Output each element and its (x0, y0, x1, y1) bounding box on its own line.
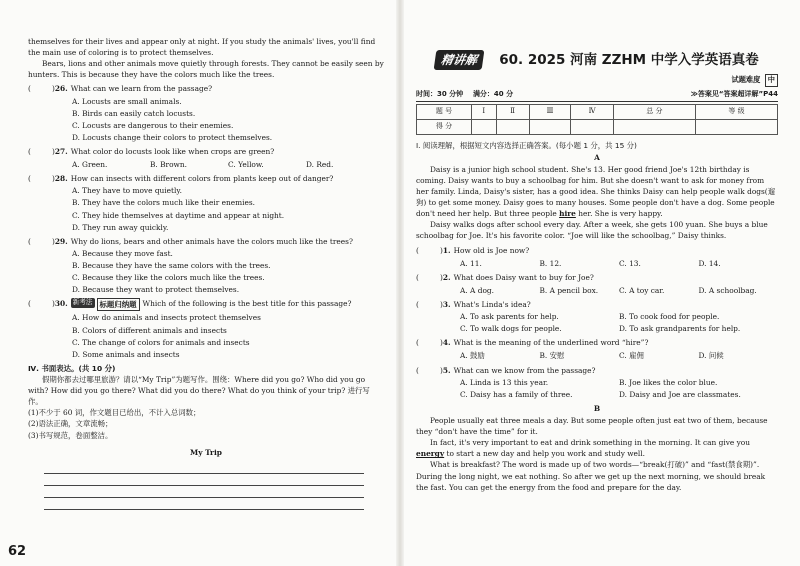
option[interactable]: D. A schoolbag. (698, 285, 757, 295)
options-row (72, 159, 384, 170)
question-number: 4. (442, 338, 451, 348)
question-number: 2. (442, 272, 451, 282)
option[interactable]: C. Because they like the colors much like the trees. (72, 273, 265, 283)
option[interactable]: C. 雇佣 (619, 351, 644, 361)
question-row: ( ) 28. How can insects with different colors from plants keep out of danger? (28, 174, 334, 184)
new-format-tag: 新考法 (72, 298, 93, 307)
score-input-cell[interactable] (695, 119, 777, 134)
writing-prompt: 假期你都去过哪里旅游？请以“My Trip”为题写作。围绕：Where did you go? Who did you go with? How did you go there? What did you do there? What do you think of your trip? 进行写作。 (28, 374, 370, 407)
option[interactable]: A. A dog. (460, 285, 494, 295)
difficulty-badge: 中 (765, 74, 778, 87)
option[interactable]: A. 11. (460, 258, 482, 268)
option[interactable]: B. To cook food for people. (619, 312, 720, 322)
question-row: ( ) 1. How old is Joe now? (416, 245, 530, 255)
options-list (72, 185, 384, 232)
score-header-cell: Ⅰ (472, 104, 497, 119)
question-row: ( ) 30. 新考法 标题归纳题 Which of the following is the best title for this passage? (28, 298, 384, 311)
left-page (0, 0, 398, 566)
passage-a-paragraph-1: Daisy is a junior high school student. She's 13. Her good friend Joe's 12th birthday is coming. Daisy wants to buy a schoolbag for him. But she doesn't want to ask for money from her family. Linda, Daisy's sister, has a good idea. She thinks Daisy can help people walk dogs(遛狗) to get some money. Daisy goes to many houses. Some people don't have a dog. Some people don't need her help. But three people hire her. She is very happy. (416, 164, 776, 219)
options-list (72, 248, 384, 295)
option[interactable]: D. Because they want to protect themselves. (72, 285, 240, 295)
score-header-cell: Ⅳ (571, 104, 614, 119)
passage-a-label: A (594, 152, 600, 162)
options-row (460, 311, 778, 322)
answer-bracket[interactable]: ( (416, 299, 419, 309)
options-row (460, 350, 778, 361)
answer-reference: ≫答案见“答案超详解”P44 (690, 90, 778, 99)
option[interactable]: D. Daisy and Joe are classmates. (619, 389, 741, 399)
writing-req-1: (1)不少于 60 词，作文题目已给出，不计入总词数； (28, 408, 201, 418)
option[interactable]: C. Locusts are dangerous to their enemies. (72, 120, 234, 130)
question-text: How can insects with different colors from plants keep out of danger? (70, 174, 334, 184)
right-page (402, 0, 800, 566)
writing-req-3: (3)书写规范，卷面整洁。 (28, 430, 113, 440)
options-row (460, 323, 778, 334)
underlined-word-energy: energy (416, 449, 445, 459)
option[interactable]: C. The change of colors for animals and insects (72, 337, 250, 347)
question-text: What can we learn from the passage? (70, 84, 213, 94)
score-label-cell: 得 分 (417, 119, 472, 134)
question-number: 30. (54, 299, 68, 309)
option[interactable]: C. To walk dogs for people. (460, 324, 562, 334)
question-text: What does Daisy want to buy for Joe? (453, 272, 594, 282)
option[interactable]: D. Red. (306, 160, 334, 170)
score-input-cell[interactable] (571, 119, 614, 134)
exam-meta (416, 89, 778, 102)
option[interactable]: D. Some animals and insects (72, 349, 180, 359)
option[interactable]: B. A pencil box. (539, 285, 599, 295)
answer-bracket[interactable]: ( (28, 236, 31, 246)
score-input-cell[interactable] (472, 119, 497, 134)
option[interactable]: D. 14. (698, 258, 721, 268)
option[interactable]: A. They have to move quietly. (72, 186, 182, 196)
question-row: ( ) 2. What does Daisy want to buy for Joe? (416, 272, 594, 282)
answer-bracket[interactable]: ( (416, 365, 419, 375)
question-number: 29. (54, 236, 68, 246)
writing-line[interactable] (44, 486, 364, 498)
option[interactable]: A. Because they move fast. (72, 248, 173, 258)
question-row: ( ) 4. What is the meaning of the underlined word “hire”? (416, 338, 649, 348)
option[interactable]: A. 鼓励 (460, 351, 485, 361)
question-text: What's Linda's idea? (453, 299, 531, 309)
question-text: How old is Joe now? (453, 245, 530, 255)
section-1-heading: Ⅰ. 阅读理解，根据短文内容选择正确答案。(每小题 1 分，共 15 分) (416, 140, 637, 150)
question-number: 28. (54, 174, 68, 184)
option[interactable]: A. Green. (72, 160, 108, 170)
option[interactable]: D. They run away quickly. (72, 222, 169, 232)
exam-header (416, 50, 778, 70)
answer-bracket[interactable]: ( (28, 146, 31, 156)
underlined-word-hire: hire (559, 209, 576, 219)
answer-bracket[interactable]: ( (28, 84, 31, 94)
question-number: 5. (442, 365, 451, 375)
intro-paragraph-1: themselves for their lives and appear only at night. If you study the animals' lives, you'll find the main use of coloring is to protect themselves. (28, 37, 376, 58)
option[interactable]: B. 安慰 (539, 351, 565, 361)
intro-paragraph-2: Bears, lions and other animals move quietly through forests. They cannot be easily seen by hunters. This is because they have the colors much like the trees. (28, 59, 384, 80)
question-text: Which of the following is the best title for this passage? (142, 299, 352, 309)
option[interactable]: D. 问候 (698, 351, 724, 361)
option[interactable]: B. Joe likes the color blue. (619, 377, 718, 387)
brand-logo: 精讲解 (434, 50, 485, 70)
answer-bracket[interactable]: ( (28, 299, 31, 309)
score-header-cell: 总 分 (613, 104, 695, 119)
option[interactable]: B. Because they have the same colors with the trees. (72, 260, 271, 270)
option[interactable]: B. Birds can easily catch locusts. (72, 108, 196, 118)
question-row: ( ) 26. What can we learn from the passage? (28, 84, 213, 94)
passage-b-paragraph-2: In fact, it's very important to eat and drink something in the morning. It can give you energy to start a new day and help you work and study well. (416, 438, 751, 459)
option[interactable]: A. Linda is 13 this year. (460, 377, 549, 387)
question-number: 26. (54, 84, 68, 94)
question-list (28, 83, 384, 359)
option[interactable]: C. Yellow. (228, 160, 264, 170)
question-row: ( ) 3. What's Linda's idea? (416, 299, 531, 309)
time-limit: 时间：30 分钟 (416, 90, 464, 99)
option[interactable]: C. Daisy has a family of three. (460, 389, 573, 399)
options-list (72, 96, 384, 143)
score-header-cell: 题 号 (417, 104, 472, 119)
writing-heading: Ⅳ. 书面表达。(共 10 分) (28, 363, 116, 373)
answer-bracket[interactable]: ( (416, 272, 419, 282)
option[interactable]: C. A toy car. (619, 285, 665, 295)
option[interactable]: B. 12. (539, 258, 562, 268)
question-row: ( ) 5. What can we know from the passage? (416, 365, 596, 375)
score-header-cell: 等 级 (695, 104, 777, 119)
option[interactable]: C. They hide themselves at daytime and appear at night. (72, 210, 285, 220)
writing-title: My Trip (190, 447, 222, 457)
options-row (460, 389, 778, 400)
writing-line[interactable] (44, 462, 364, 474)
passage-b-paragraph-3: What is breakfast? The word is made up of two words—“break(打破)” and “fast(禁食期)”. During the long night, we eat nothing. So after we get up the next morning, we should break the fast. You can get the energy from the food and prepare for the day. (416, 460, 766, 492)
answer-bracket[interactable]: ( (28, 174, 31, 184)
options-list (72, 312, 384, 359)
option[interactable]: D. To ask grandparents for help. (619, 324, 741, 334)
passage-a-paragraph-2: Daisy walks dogs after school every day. After a week, she gets 100 yuan. She buys a blue schoolbag for Joe. It's his favorite color. “Joe will like the schoolbag,” Daisy thinks. (416, 220, 768, 241)
question-row: ( ) 27. What color do locusts look like when crops are green? (28, 146, 275, 156)
difficulty-label: 试题难度 (731, 75, 761, 85)
question-row: ( ) 29. Why do lions, bears and other animals have the colors much like the trees? (28, 236, 353, 246)
question-list-a (416, 245, 778, 400)
score-input-cell[interactable] (496, 119, 529, 134)
question-text: Why do lions, bears and other animals have the colors much like the trees? (70, 236, 353, 246)
writing-line[interactable] (44, 498, 364, 510)
options-row (460, 285, 778, 296)
exam-title: 60. 2025 河南 ZZHM 中学入学英语真卷 (499, 52, 759, 68)
option[interactable]: B. Colors of different animals and insects (72, 325, 227, 335)
page-number: 62 (8, 544, 27, 559)
passage-b-label: B (593, 403, 601, 413)
question-number: 1. (442, 245, 451, 255)
question-number: 27. (54, 146, 68, 156)
full-score: 满分：40 分 (472, 90, 514, 99)
difficulty-row (416, 74, 778, 87)
writing-line[interactable] (44, 474, 364, 486)
option[interactable]: B. They have the colors much like their enemies. (72, 198, 256, 208)
score-table (416, 104, 778, 135)
option[interactable]: D. Locusts change their colors to protect themselves. (72, 132, 273, 142)
question-text: What color do locusts look like when crops are green? (70, 146, 275, 156)
option[interactable]: A. Locusts are small animals. (72, 96, 182, 106)
option[interactable]: B. Brown. (150, 160, 187, 170)
answer-bracket[interactable]: ( (416, 338, 419, 348)
option[interactable]: A. To ask parents for help. (460, 312, 559, 322)
question-text: What is the meaning of the underlined word “hire”? (453, 338, 649, 348)
score-header-cell: Ⅱ (496, 104, 529, 119)
option[interactable]: A. How do animals and insects protect themselves (72, 313, 261, 323)
question-type-tag: 标题归纳题 (97, 298, 140, 311)
score-input-cell[interactable] (613, 119, 695, 134)
writing-req-2: (2)语法正确，文章流畅； (28, 419, 113, 429)
options-row (460, 258, 778, 269)
question-number: 3. (442, 299, 451, 309)
score-header-cell: Ⅲ (529, 104, 571, 119)
score-input-cell[interactable] (529, 119, 571, 134)
option[interactable]: C. 13. (619, 258, 641, 268)
question-text: What can we know from the passage? (453, 365, 596, 375)
options-row (460, 377, 778, 388)
answer-bracket[interactable]: ( (416, 245, 419, 255)
passage-b-paragraph-1: People usually eat three meals a day. But some people often just eat two of them, because they “don't have the time” for it. (416, 415, 768, 437)
